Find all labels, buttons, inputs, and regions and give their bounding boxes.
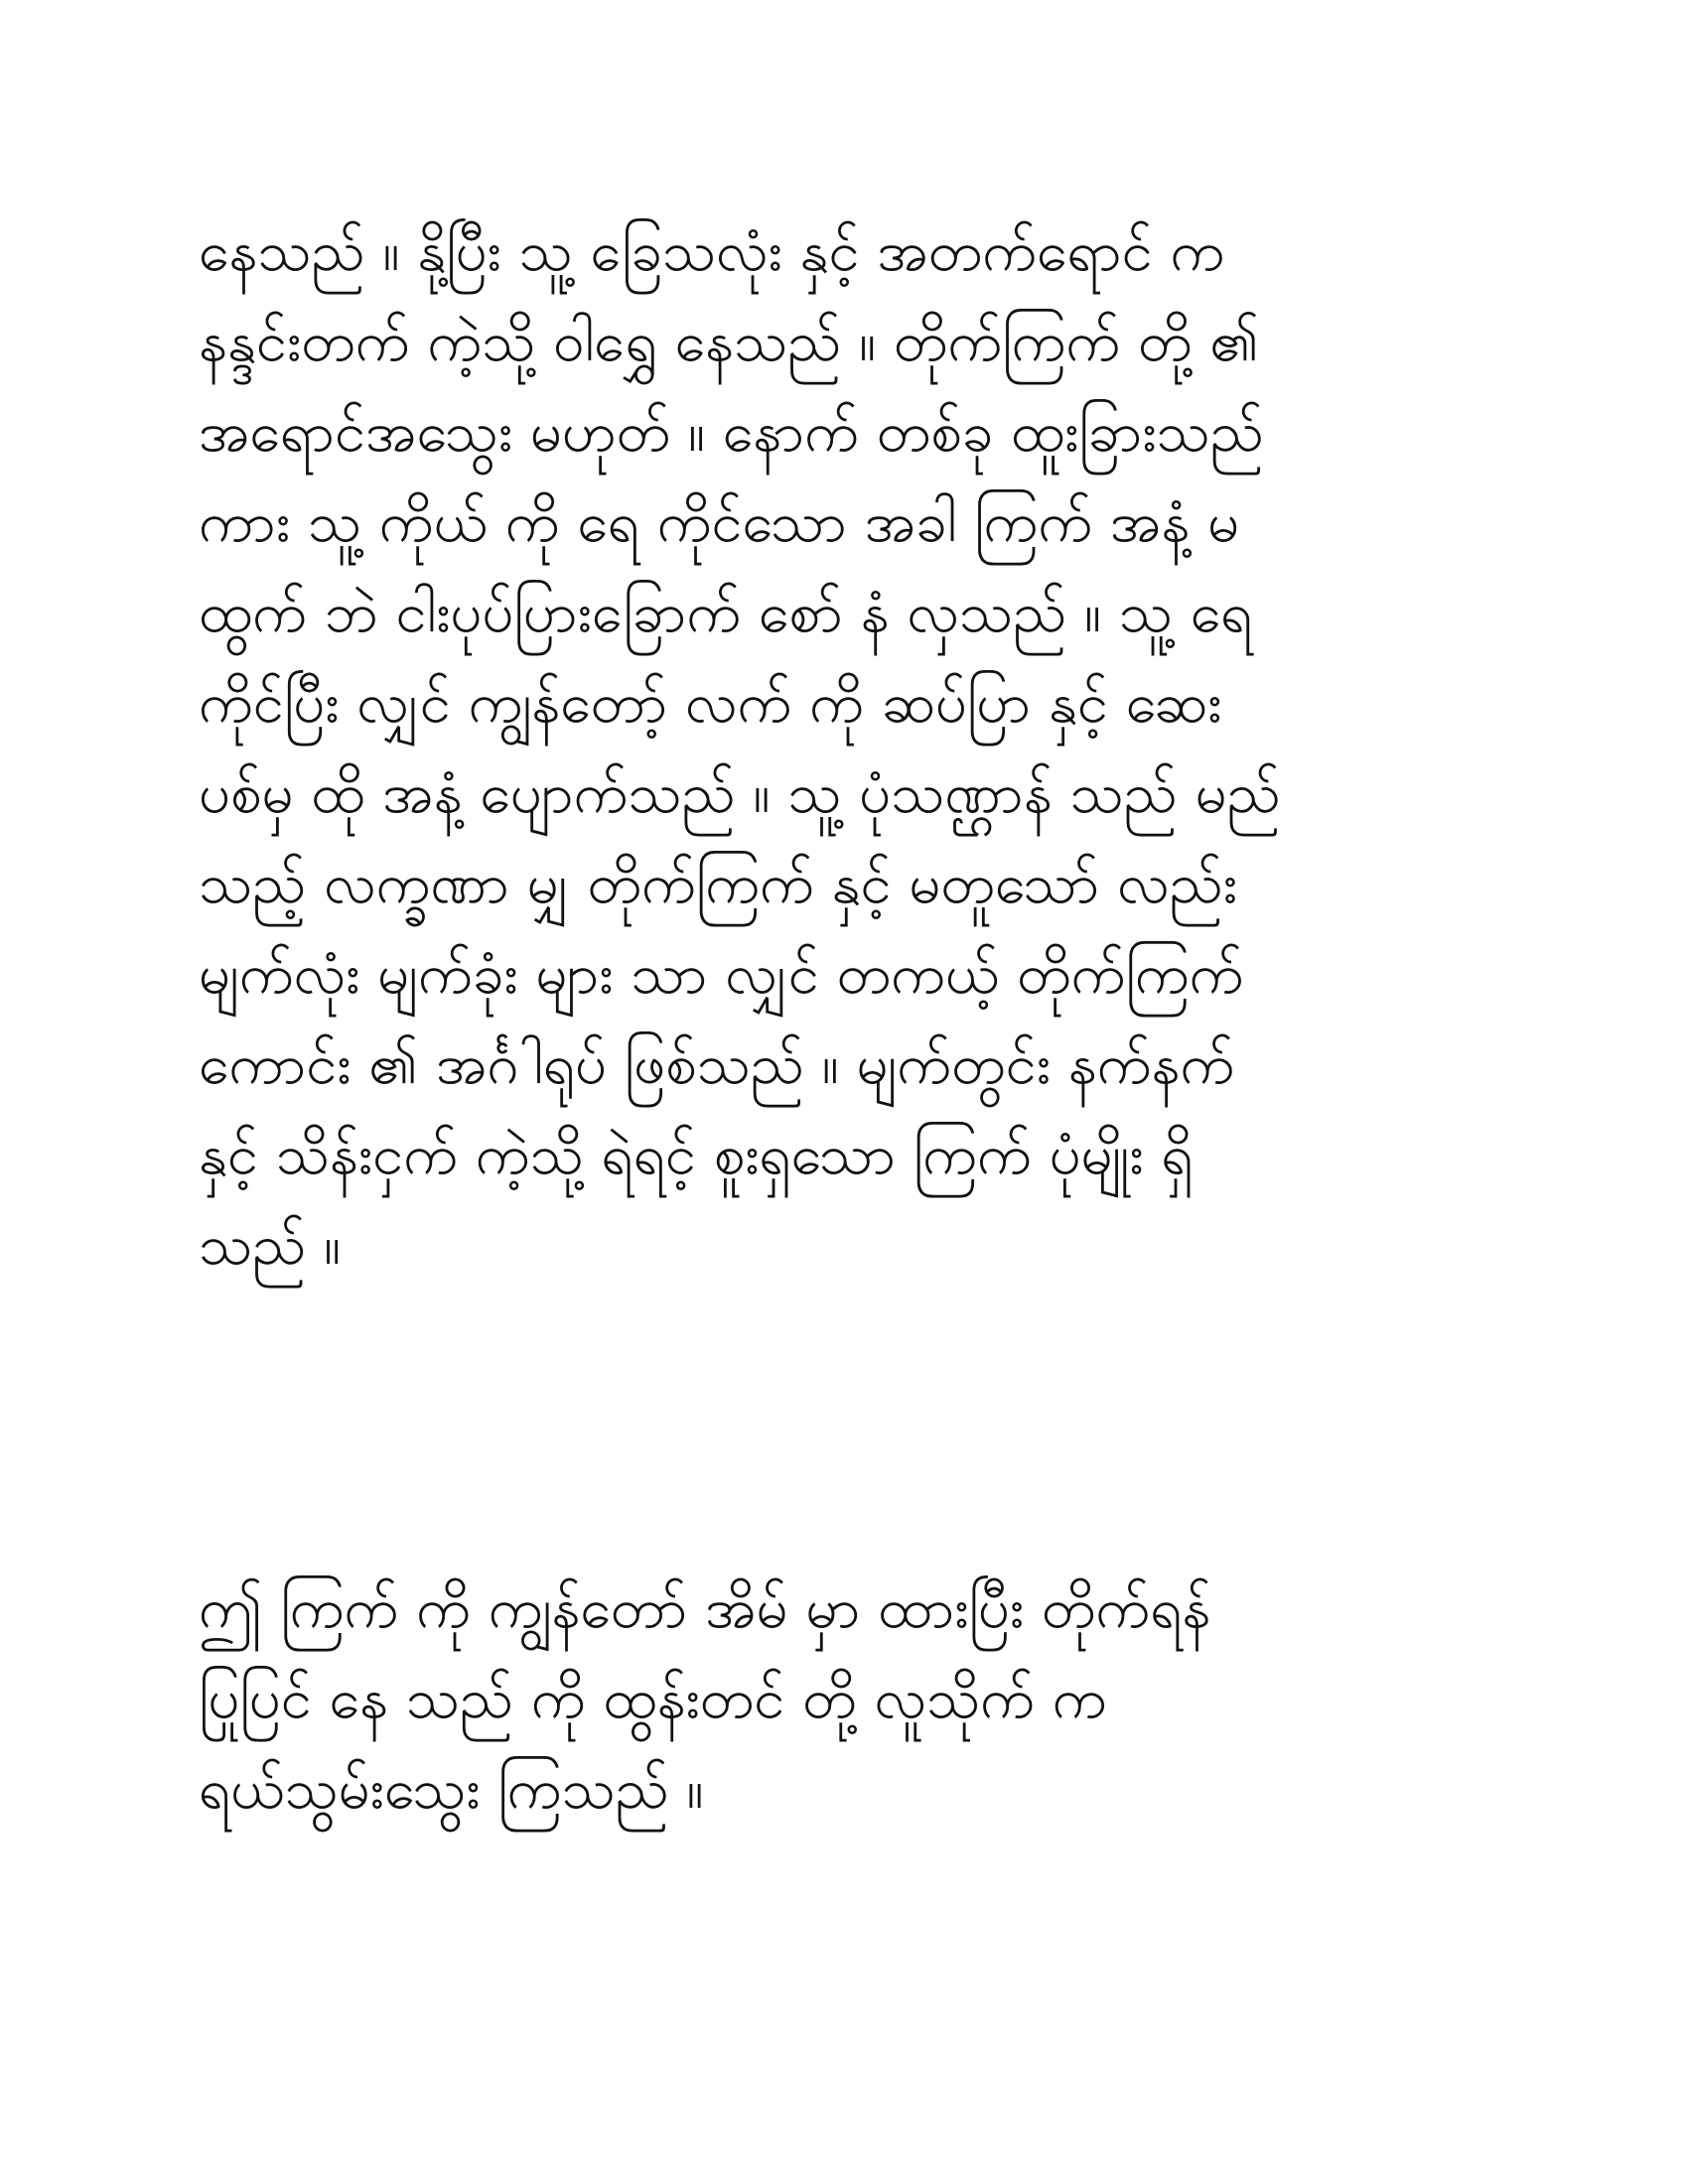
text-line: ပြုပြင် နေ သည် ကို ထွန်းတင် တို့ လူသိုက် က — [199, 1667, 1107, 1731]
text-line: မျက်လုံး မျက်ခုံး များ သာ လျှင် တကယ့် တိုက်ကြက် — [199, 942, 1244, 1007]
text-line: ကား သူ့ ကိုယ် ကို ရေ ကိုင်သော အခါ ကြက် အနံ့ မ — [199, 490, 1240, 555]
text-line: ကိုင်ပြီး လျှင် ကျွန်တော့် လက် ကို ဆပ်ပြာ နှင့် ဆေး — [199, 671, 1222, 736]
text-line: သည် ။ — [199, 1213, 342, 1278]
text-line: နေသည် ။ နို့ပြီး သူ့ ခြေသလုံး နှင့် အတက်ရောင် က — [199, 219, 1225, 284]
text-line: ထွက် ဘဲ ငါးပုပ်ပြားခြောက် စော် နံ လှသည် ။ သူ့ ရေ — [199, 581, 1253, 645]
text-line: သည့် လက္ခဏာ မျှ တိုက်ကြက် နှင့် မတူသော် လည်း — [199, 852, 1237, 916]
paragraph-1 — [199, 206, 1509, 1291]
paragraph-2 — [199, 1564, 1509, 1835]
text-line: ပစ်မှ ထို အနံ့ ပျောက်သည် ။ သူ့ ပုံသဏ္ဌာန် သည် မည် — [199, 761, 1281, 826]
text-line: နန္ဒင်းတက် ကဲ့သို့ ဝါရွှေ နေသည် ။ တိုက်ကြက် တို့ ၏ — [199, 310, 1260, 374]
text-line: ဤ ကြက် ကို ကျွန်တော် အိမ် မှာ ထားပြီး တိုက်ရန် — [199, 1576, 1211, 1641]
text-line: ကောင်း ၏ အင်္ဂါရုပ် ဖြစ်သည် ။ မျက်တွင်း နက်နက် — [199, 1032, 1235, 1097]
text-line: နှင့် သိန်းငှက် ကဲ့သို့ ရဲရင့် စူးရှသော ကြက် ပုံမျိုး ရှိ — [199, 1123, 1194, 1187]
text-line: ရယ်သွမ်းသွေး ကြသည် ။ — [199, 1757, 704, 1822]
text-line: အရောင်အသွေး မဟုတ် ။ နောက် တစ်ခု ထူးခြားသည် — [199, 400, 1264, 465]
